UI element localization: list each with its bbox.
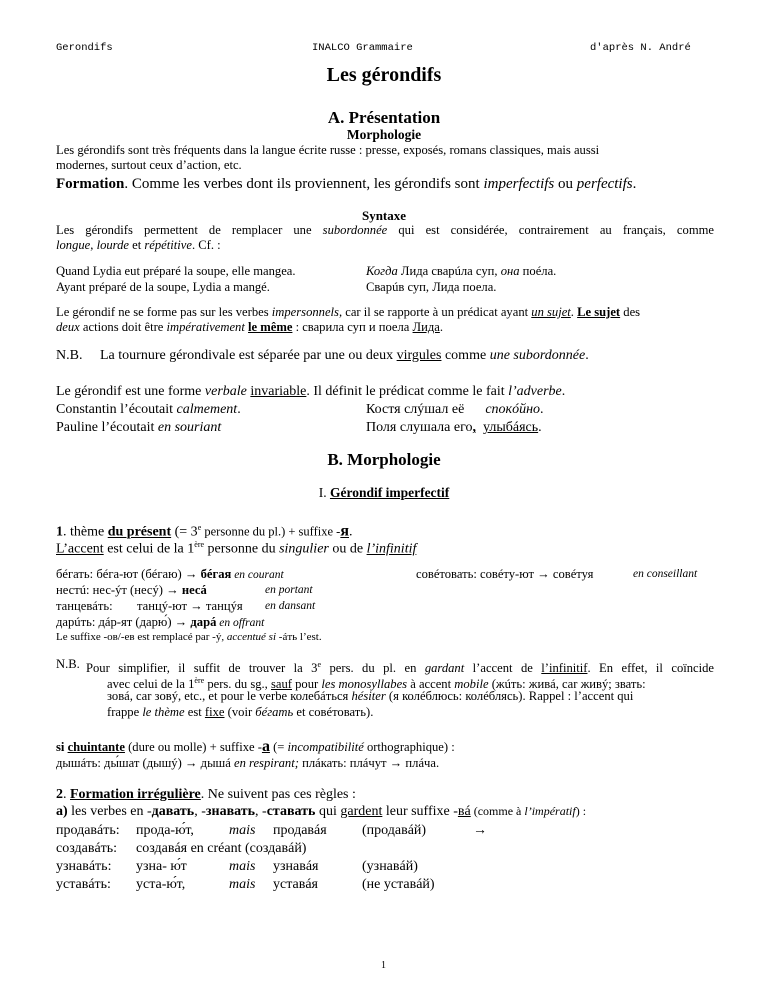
syntaxe-heading: Syntaxe <box>361 208 407 223</box>
nb2-line4: frappe le thème est fixe (voir бéгать et совéтовать). <box>107 705 374 719</box>
chuintante-examples: дышáть: ды́шат (дышý) → дышá en respirant; плáкать: плáчут → плáча. <box>56 756 440 770</box>
example-nesti: нестú: нес-ýт (несý) → несá <box>56 583 207 597</box>
invariable-line: Le gérondif est une forme verbale invariable. Il définit le prédicat comme le fait l’adverbe. <box>56 384 566 399</box>
sujet-line2: deux actions doit être impérativement le même : сварила суп и поела Лида. <box>56 320 443 334</box>
example-nesti-translation: en portant <box>265 584 313 596</box>
syntax-paragraph-line2: longue, lourde et répétitive. Cf. : <box>56 238 221 252</box>
nb-label-2: N.B. <box>56 657 80 671</box>
example-fr-2: Ayant préparé de la soupe, Lydia a mangé. <box>56 280 270 294</box>
example2-fr-1: Constantin l’écoutait calmement. <box>56 402 241 417</box>
example-ru-2: Сварúв суп, Лида поела. <box>366 280 497 294</box>
formation-line: Formation. Comme les verbes dont ils proviennent, les gérondifs sont imperfectifs ou perfectifs. <box>56 176 637 192</box>
example-tantsevat-label: танцевáть: <box>56 599 113 613</box>
example-ru-1: Когда Лида сварúла суп, она поéла. <box>366 264 557 278</box>
page-number: 1 <box>381 960 386 971</box>
example-tantsevat-translation: en dansant <box>265 600 316 612</box>
morphologie-heading: Morphologie <box>346 127 422 142</box>
sujet-line1: Le gérondif ne se forme pas sur les verbes impersonnels, car il se rapporte à un prédicat ayant un sujet. Le sujet des <box>56 305 641 319</box>
example-sovetovat-translation: en conseillant <box>633 568 698 580</box>
irregular-heading: 2. Formation irrégulière. Ne suivent pas ces règles : <box>56 787 356 802</box>
example2-ru-1: Костя слýшал её спокóйно. <box>366 402 544 417</box>
rule-2-line: L’accent est celui de la 1ère personne du singulier ou de l’infinitif <box>56 540 417 557</box>
section-a-heading: A. Présentation <box>327 108 441 127</box>
morph-paragraph-line1: Les gérondifs sont très fréquents dans la langue écrite russe : presse, exposés, romans classiques, mais aussi <box>56 143 600 157</box>
page-title: Les gérondifs <box>326 64 442 86</box>
example-begat: бéгать: бéга-ют (бéгаю) → бéгая en courant <box>56 567 284 581</box>
example-fr-1: Quand Lydia eut préparé la soupe, elle mangea. <box>56 264 296 278</box>
nb2-line1: Pour simplifier, il suffit de trouver la 3e pers. du pl. en gardant l’accent de l’infinitif. En effet, il coïncide <box>86 660 715 676</box>
header-right: d'après N. André <box>590 42 691 54</box>
morph-paragraph-line2: modernes, surtout ceux d’action, etc. <box>56 158 242 172</box>
subsection-imperfectif: I. Gérondif imperfectif <box>318 485 450 500</box>
suffix-note: Le suffixe -ов/-ев est remplacé par -ý, accentué si -áть l’est. <box>56 631 322 643</box>
header-center: INALCO Grammaire <box>312 42 413 54</box>
chuintante-rule: si chuintante (dure ou molle) + suffixe -а (= incompatibilité orthographique) : <box>56 738 455 755</box>
example-darit: дарúть: дáр-ят (дарю́) → дарá en offrant <box>56 615 265 629</box>
nb2-line2: avec celui de la 1ère pers. du sg., sauf pour les monosyllabes à accent mobile (жúть: живá, car живý; звать: <box>107 676 646 692</box>
nb-label-1: N.B. <box>56 348 83 363</box>
example2-ru-2: Поля слушала его, улыбáясь. <box>366 420 542 435</box>
header-left: Gerondifs <box>56 42 113 54</box>
nb2-line3: зовá, car зовý, etc., et pour le verbe колебáться hésiter (я колéблюсь: колéблясь). Rappel : l’accent qui <box>107 689 634 703</box>
section-b-heading: B. Morphologie <box>327 450 441 469</box>
example-sovetovat: совéтовать: совéту-ют → совéтуя <box>416 567 594 581</box>
rule-1-line: 1. thème du présent (= $3^e$ personne du pl.) + suffixe -я. <box>56 522 353 540</box>
example-tantsevat-forms: танцý-ют → танцýя <box>137 599 243 613</box>
syntax-paragraph-line1: Les gérondifs permettent de remplacer une subordonnée qui est considérée, contrairement au français, comme <box>56 223 714 237</box>
example2-fr-2: Pauline l’écoutait en souriant <box>56 420 222 435</box>
irregular-rule-a: a) les verbes en -давать, -знавать, -ставать qui gardent leur suffixe -вá (comme à l’impératif) : <box>56 804 587 819</box>
nb-text-1: La tournure gérondivale est séparée par une ou deux virgules comme une subordonnée. <box>100 348 589 363</box>
